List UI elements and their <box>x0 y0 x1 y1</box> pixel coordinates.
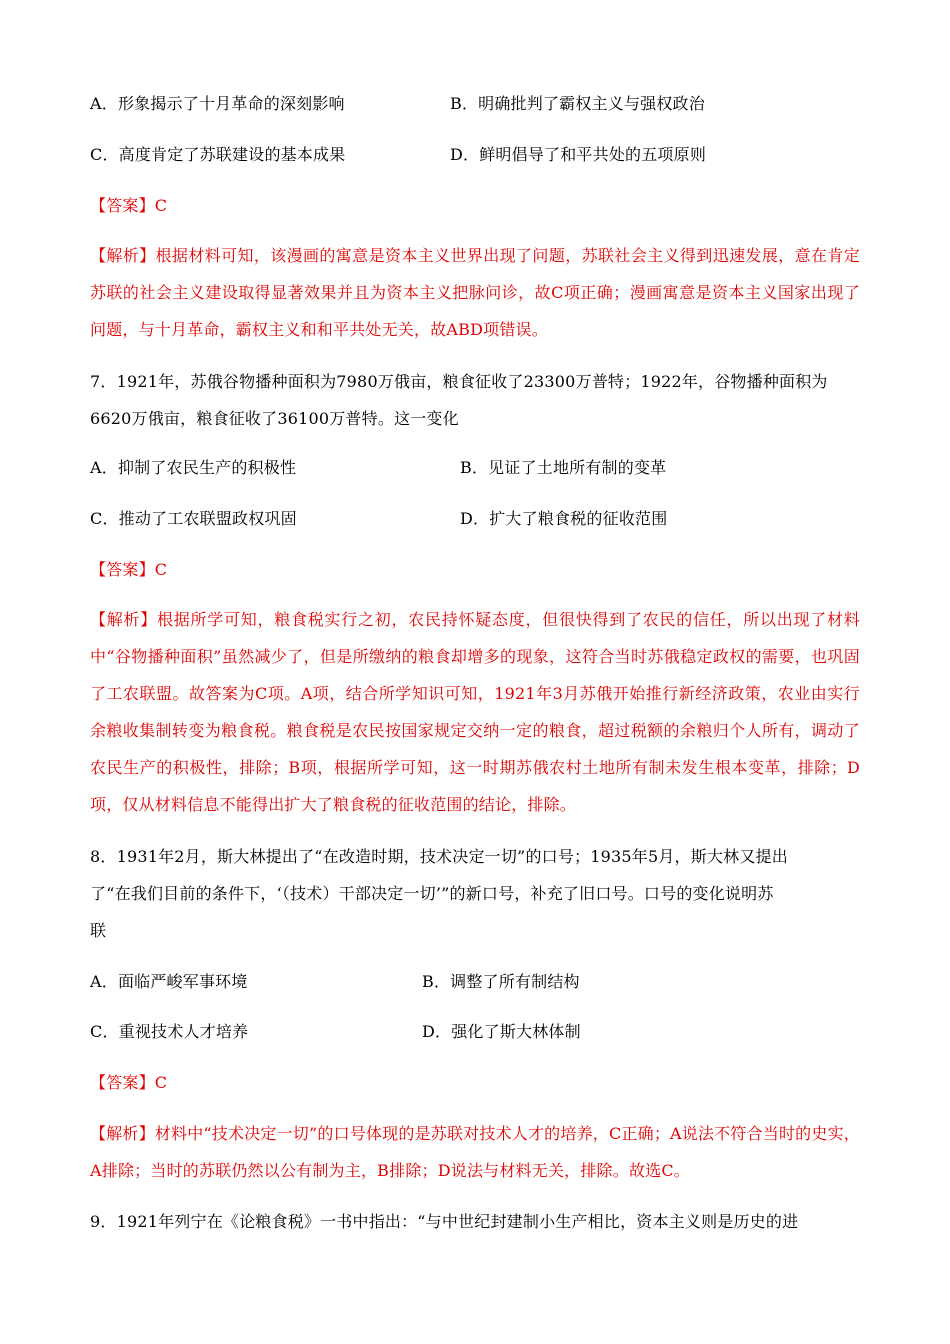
q7-option-c: C．推动了工农联盟政权巩固 <box>90 509 297 528</box>
q9-stem-line1: 9．1921年列宁在《论粮食税》一书中指出：“与中世纪封建制小生产相比，资本主义则是历史的进 <box>90 1212 799 1231</box>
q8-stem-line2: 了“在我们目前的条件下，‘（技术）干部决定一切’”的新口号，补充了旧口号。口号的变化说明苏 <box>90 884 774 903</box>
q8-analysis-label: 【解析】 <box>90 1124 155 1143</box>
q8-option-a: A．面临严峻军事环境 <box>90 972 248 991</box>
q6-analysis-label: 【解析】 <box>90 246 156 265</box>
q8-answer: 【答案】C <box>90 1073 168 1092</box>
q7-stem-line2: 6620万俄亩，粮食征收了36100万普特。这一变化 <box>90 409 459 428</box>
q8-option-c: C．重视技术人才培养 <box>90 1022 249 1041</box>
q8-stem-line1: 8．1931年2月，斯大林提出了“在改造时期，技术决定一切”的口号；1935年5月，斯大林又提出 <box>90 847 788 866</box>
q7-option-a: A．抑制了农民生产的积极性 <box>90 458 297 477</box>
q8-option-d: D．强化了斯大林体制 <box>422 1022 581 1041</box>
q8-analysis-text: 材料中“技术决定一切”的口号体现的是苏联对技术人才的培养，C正确；A说法不符合当时的史实，A排除；当时的苏联仍然以公有制为主，B排除；D说法与材料无关，排除。故选C。 <box>90 1124 860 1180</box>
q7-stem-line1: 7．1921年，苏俄谷物播种面积为7980万俄亩，粮食征收了23300万普特；1922年，谷物播种面积为 <box>90 372 828 391</box>
q6-answer: 【答案】C <box>90 196 168 215</box>
q7-analysis-label: 【解析】 <box>90 610 158 629</box>
q7-analysis-text: 根据所学可知，粮食税实行之初，农民持怀疑态度，但很快得到了农民的信任，所以出现了材料中“谷物播种面积”虽然减少了，但是所缴纳的粮食却增多的现象，这符合当时苏俄稳定政权的需要，也巩固了工农联盟。故答案为C项。A项，结合所学知识可知，1921年3月苏俄开始推行新经济政策，农业由实行余粮收集制转变为粮食税。粮食税是农民按国家规定交纳一定的粮食，超过税额的余粮归个人所有，调动了农民生产的积极性，排除；B项，根据所学可知，这一时期苏俄农村土地所有制未发生根本变革，排除；D项，仅从材料信息不能得出扩大了粮食税的征收范围的结论，排除。 <box>90 610 860 814</box>
q7-answer: 【答案】C <box>90 560 168 579</box>
q8-analysis <box>90 1115 860 1189</box>
q8-stem-line3: 联 <box>90 921 107 940</box>
q6-analysis <box>90 237 860 348</box>
q6-option-a: A．形象揭示了十月革命的深刻影响 <box>90 94 345 113</box>
q7-option-b: B．见证了土地所有制的变革 <box>460 458 667 477</box>
q7-analysis <box>90 601 860 823</box>
q6-option-c: C．高度肯定了苏联建设的基本成果 <box>90 145 346 164</box>
q6-option-b: B．明确批判了霸权主义与强权政治 <box>450 94 705 113</box>
q7-option-d: D．扩大了粮食税的征收范围 <box>460 509 668 528</box>
q6-option-d: D．鲜明倡导了和平共处的五项原则 <box>450 145 707 164</box>
q8-option-b: B．调整了所有制结构 <box>422 972 580 991</box>
q6-analysis-text: 根据材料可知，该漫画的寓意是资本主义世界出现了问题，苏联社会主义得到迅速发展，意在肯定苏联的社会主义建设取得显著效果并且为资本主义把脉问诊，故C项正确；漫画寓意是资本主义国家出现了问题，与十月革命，霸权主义和和平共处无关，故ABD项错误。 <box>90 246 860 339</box>
